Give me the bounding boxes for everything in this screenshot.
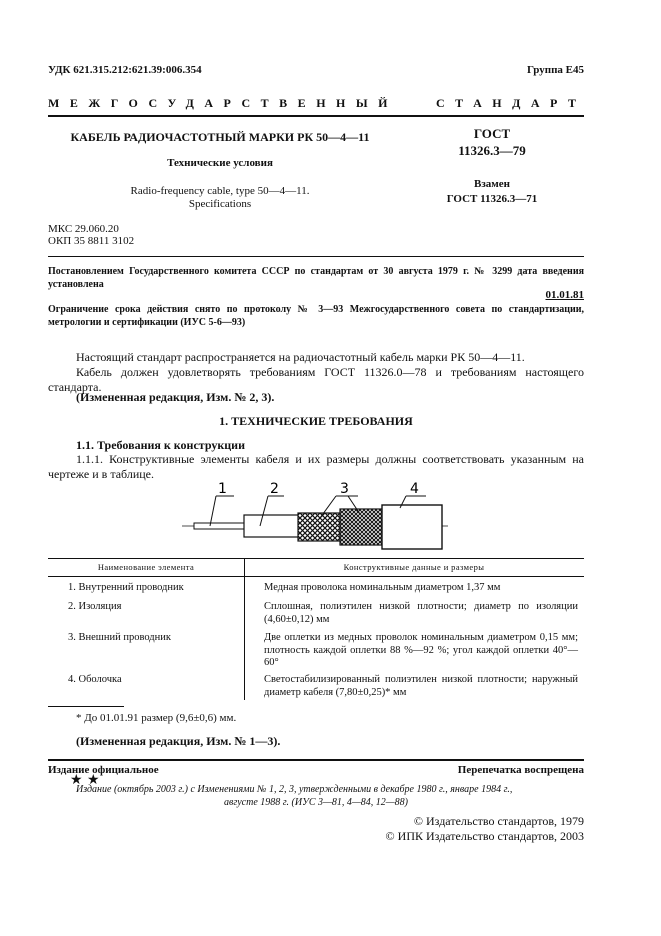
table-row-2-name: 2. Изоляция (68, 601, 122, 612)
introduction-date: 01.01.81 (545, 289, 584, 301)
table-footnote: * До 01.01.91 размер (9,6±0,6) мм. (76, 712, 237, 724)
banner-right: СТАНДАРТ (436, 96, 587, 110)
title-english-1: Radio-frequency cable, type 50—4—11. (130, 185, 310, 197)
gost-label: ГОСТ (473, 126, 511, 141)
subsection-heading: 1.1. Требования к конструкции (76, 438, 246, 452)
limitation-text: Ограничение срока действия снято по протоколу № 3—93 Межгосударственного совета по стандартизации, метрологии и сертификации (ИУС 5-6—93) (48, 304, 584, 328)
outer-braid-2 (340, 509, 382, 545)
document-title: КАБЕЛЬ РАДИОЧАСТОТНЫЙ МАРКИ РК 50—4—11 (70, 130, 370, 144)
table-column-divider (244, 558, 245, 700)
copyright-1979: © Издательство стандартов, 1979 (413, 814, 584, 828)
stars-mark: ★ ★ (70, 772, 100, 788)
paragraph-scope: Настоящий стандарт распространяется на радиочастотный кабель марки РК 50—4—11. (76, 350, 525, 364)
replaces-label: Взамен (474, 178, 510, 190)
jacket (382, 505, 442, 549)
diagram-label-2: 2 (270, 481, 279, 497)
table-header-rule (48, 576, 584, 577)
okp-code: ОКП 35 8811 3102 (48, 235, 135, 247)
table-header-element: Наименование элемента (97, 562, 195, 572)
cable-diagram (180, 478, 450, 550)
table-row-3-name: 3. Внешний проводник (68, 632, 171, 643)
table-row-2-data: Сплошная, полиэтилен низкой плотности; диаметр по изоляции (4,60±0,12) мм (264, 601, 578, 625)
footer-rule (48, 759, 584, 761)
edit-note-1: (Измененная редакция, Изм. № 2, 3). (76, 390, 275, 404)
edition-history-2: августе 1988 г. (ИУС 3—81, 4—84, 12—88) (223, 797, 408, 808)
copyright-2003: © ИПК Издательство стандартов, 2003 (385, 829, 584, 843)
outer-braid-1 (298, 513, 340, 541)
reprint-prohibited: Перепечатка воспрещена (457, 764, 584, 776)
udk-code: УДК 621.315.212:621.39:006.354 (48, 64, 202, 76)
table-row-3-data: Две оплетки из медных проволок номинальным диаметром 0,15 мм; плотность каждой оплетки 88 %—92 %; угол каждой оплетки 40°—60° (264, 632, 578, 668)
diagram-label-4: 4 (410, 481, 419, 497)
table-header-data: Конструктивные данные и размеры (343, 562, 485, 572)
title-english-2: Specifications (188, 198, 252, 210)
table-row-1-name: 1. Внутренний проводник (68, 582, 184, 593)
table-top-rule (48, 558, 584, 559)
resolution-text: Постановлением Государственного комитета СССР по стандартам от 30 августа 1979 г. № 3299 дата введения установлена (48, 266, 584, 290)
document-subtitle: Технические условия (167, 157, 273, 169)
gost-number: 11326.3—79 (458, 143, 526, 158)
insulation (244, 515, 300, 537)
mks-code: МКС 29.060.20 (48, 223, 119, 235)
section-heading: 1. ТЕХНИЧЕСКИЕ ТРЕБОВАНИЯ (219, 414, 413, 428)
header-rule (48, 115, 584, 117)
inner-conductor (194, 523, 244, 529)
banner-left: МЕЖГОСУДАРСТВЕННЫЙ (48, 96, 398, 110)
edit-note-2: (Измененная редакция, Изм. № 1—3). (76, 734, 281, 748)
diagram-label-1: 1 (218, 481, 227, 497)
codes-rule (48, 256, 584, 257)
official-edition: Издание официальное (48, 764, 159, 776)
table-row-4-data: Светостабилизированный полиэтилен низкой плотности; наружный диаметр кабеля (7,80±0,25)* мм (264, 674, 578, 698)
footnote-rule (48, 706, 124, 707)
edition-history-1: Издание (октябрь 2003 г.) с Изменениями № 1, 2, 3, утвержденными в декабре 1980 г., январе 1984 г., (76, 784, 513, 795)
group-code: Группа Е45 (526, 64, 584, 76)
paragraph-requirements: Кабель должен удовлетворять требованиям ГОСТ 11326.0—78 и требованиям настоящего стандарта. (48, 365, 584, 394)
table-row-4-name: 4. Оболочка (68, 674, 122, 685)
paragraph-111: 1.1.1. Конструктивные элементы кабеля и их размеры должны соответствовать указанным на чертеже и в таблице. (48, 452, 584, 481)
diagram-label-3: 3 (340, 481, 349, 497)
replaces-number: ГОСТ 11326.3—71 (446, 193, 538, 205)
table-row-1-data: Медная проволока номинальным диаметром 1,37 мм (264, 582, 501, 593)
